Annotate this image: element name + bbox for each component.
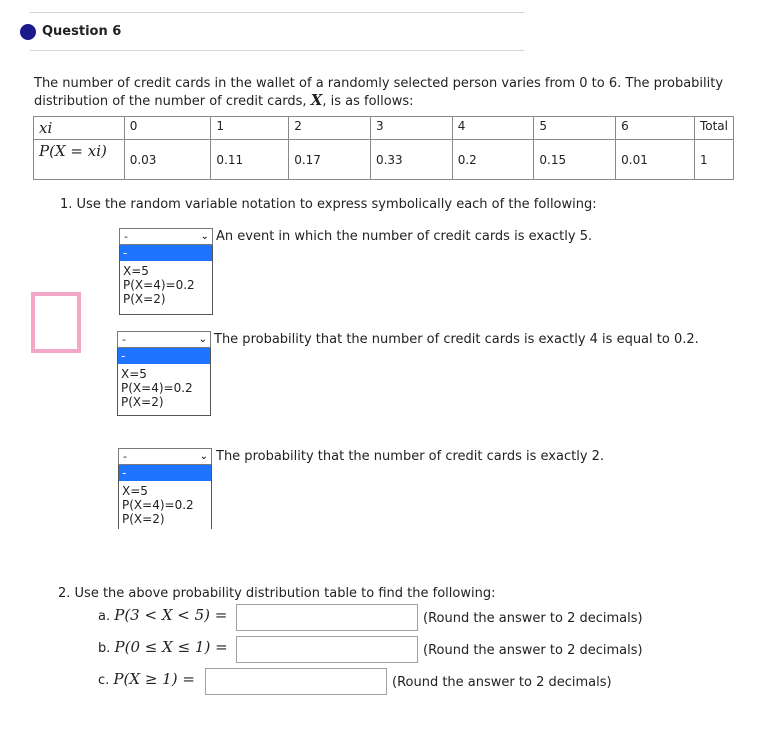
table-cell: Total [694, 117, 733, 140]
select-1-options [119, 245, 213, 315]
row-label-x [34, 117, 125, 140]
option-item[interactable]: P(X=4)=0.2 [121, 381, 193, 395]
table-cell: 1 [211, 117, 289, 140]
table-cell: 0.33 [370, 140, 452, 180]
item-label: a. [98, 609, 115, 624]
item-label: c. [98, 673, 114, 688]
chevron-down-icon: ⌄ [200, 231, 209, 242]
part2-prompt: 2. Use the above probability distribution table to find the following: [58, 586, 496, 601]
table-cell: 0.01 [616, 140, 695, 180]
equals-sign: = [177, 670, 195, 688]
intro-var: X [310, 91, 323, 109]
top-divider [30, 12, 524, 13]
select-value: - [124, 230, 128, 243]
part2-item-a [98, 606, 227, 624]
p-label: P(X = xi) [39, 142, 107, 160]
select-3-description: The probability that the number of credit cards is exactly 2. [216, 449, 605, 464]
answer-input-a[interactable] [236, 604, 418, 631]
part2-item-b [98, 638, 228, 656]
chevron-down-icon: ⌄ [198, 334, 207, 345]
item-expression: P(X ≥ 1) [113, 670, 178, 688]
select-3-options [118, 465, 212, 529]
round-note-a: (Round the answer to 2 decimals) [423, 611, 643, 626]
table-row-x [34, 117, 734, 140]
table-cell: 0.03 [124, 140, 211, 180]
option-item[interactable]: - [119, 465, 211, 481]
question-status-dot [20, 24, 36, 40]
equals-sign: = [210, 638, 228, 656]
answer-select-3[interactable] [118, 448, 212, 465]
table-cell: 0.2 [452, 140, 534, 180]
question-title: Question 6 [42, 24, 122, 39]
title-divider [30, 50, 524, 51]
table-cell: 0.11 [211, 140, 289, 180]
table-cell: 1 [694, 140, 733, 180]
table-cell: 0.17 [289, 140, 371, 180]
intro-line2-pre: distribution of the number of credit cards, [34, 94, 311, 109]
xi-label: xi [39, 119, 53, 137]
part1-prompt: 1. Use the random variable notation to express symbolically each of the following: [60, 197, 597, 212]
item-label: b. [98, 641, 115, 656]
select-2-description: The probability that the number of credit cards is exactly 4 is equal to 0.2. [214, 332, 699, 347]
equals-sign: = [210, 606, 228, 624]
answer-select-1[interactable] [119, 228, 213, 245]
intro-text [34, 75, 744, 110]
round-note-c: (Round the answer to 2 decimals) [392, 675, 612, 690]
answer-select-2[interactable] [117, 331, 211, 348]
option-item[interactable]: - [120, 245, 212, 261]
option-item[interactable]: P(X=2) [123, 292, 166, 306]
option-item[interactable]: X=5 [123, 264, 149, 278]
highlight-box [31, 292, 81, 353]
table-cell: 0.15 [534, 140, 616, 180]
table-cell: 2 [289, 117, 371, 140]
select-value: - [123, 450, 127, 463]
part2-item-c [98, 670, 195, 688]
answer-input-c[interactable] [205, 668, 387, 695]
option-item[interactable]: P(X=4)=0.2 [123, 278, 195, 292]
option-item[interactable]: - [118, 348, 210, 364]
table-cell: 5 [534, 117, 616, 140]
distribution-table [33, 116, 734, 180]
select-1-description: An event in which the number of credit cards is exactly 5. [216, 229, 593, 244]
answer-input-b[interactable] [236, 636, 418, 663]
table-row-p [34, 140, 734, 180]
table-cell: 3 [370, 117, 452, 140]
table-cell: 0 [124, 117, 211, 140]
item-expression: P(3 < X < 5) [114, 606, 211, 624]
intro-line2-post: , is as follows: [322, 94, 414, 109]
option-item[interactable]: X=5 [121, 367, 147, 381]
intro-line1: The number of credit cards in the wallet of a randomly selected person varies from 0 to 6. The probability [34, 76, 724, 91]
option-item[interactable]: P(X=2) [122, 512, 165, 526]
table-cell: 6 [616, 117, 695, 140]
item-expression: P(0 ≤ X ≤ 1) [114, 638, 211, 656]
option-item[interactable]: P(X=4)=0.2 [122, 498, 194, 512]
select-value: - [122, 333, 126, 346]
chevron-down-icon: ⌄ [199, 451, 208, 462]
table-cell: 4 [452, 117, 534, 140]
option-item[interactable]: X=5 [122, 484, 148, 498]
row-label-p [34, 140, 125, 180]
option-item[interactable]: P(X=2) [121, 395, 164, 409]
round-note-b: (Round the answer to 2 decimals) [423, 643, 643, 658]
select-2-options [117, 348, 211, 416]
